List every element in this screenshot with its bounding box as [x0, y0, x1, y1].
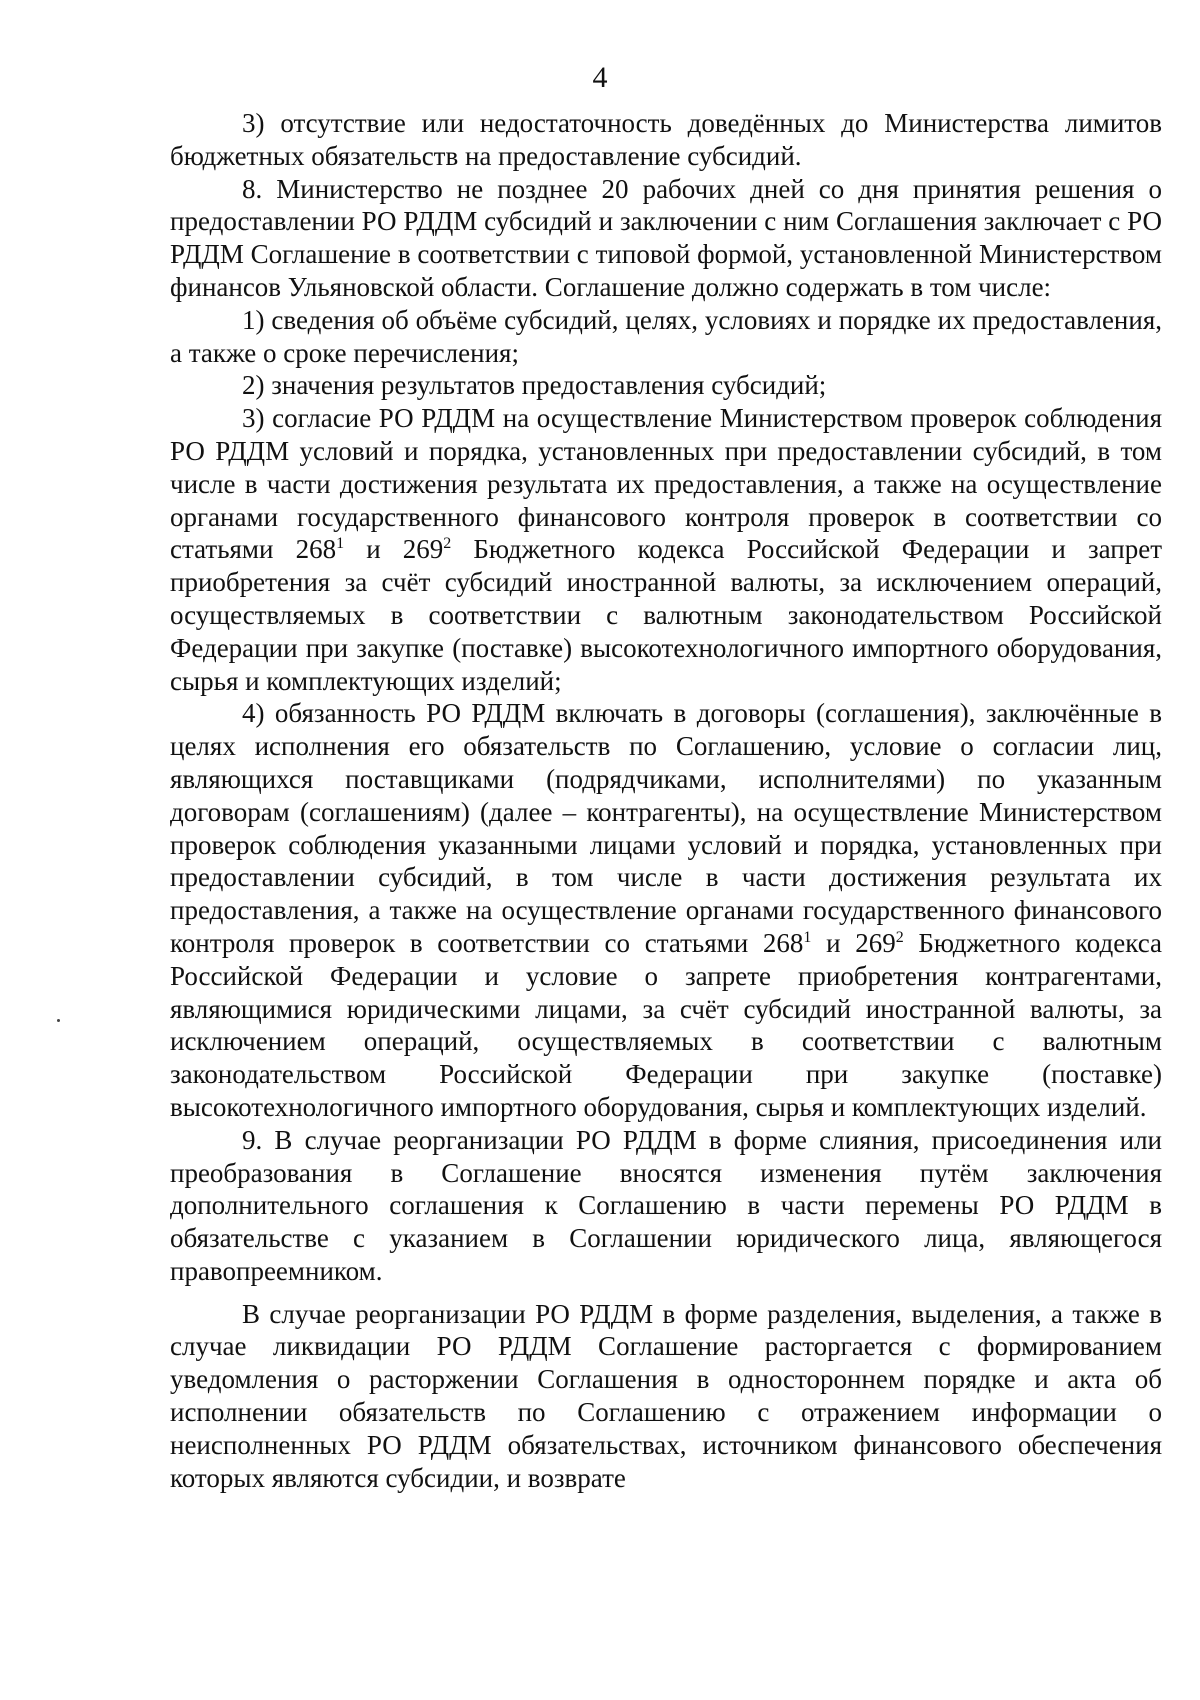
paragraph-reorganization-split: В случае реорганизации РО РДДМ в форме разделения, выделения, а также в случае ликвидации РО РДДМ Соглашение расторгается с формированием уведомления о расторжении Соглашения в одностороннем порядке и акта об исполнении обязательств по Соглашению с отражением информации о неисполненных РО РДДМ обязательствах, источником финансового обеспечения которых являются субсидии, и возврате: [170, 1298, 1162, 1493]
paragraph-clause-8: 8. Министерство не позднее 20 рабочих дней со дня принятия решения о предоставлении РО РДДМ субсидий и заключении с ним Соглашения заключает с РО РДДМ Соглашение в соответствии с типовой формой, установленной Министерством финансов Ульяновской области. Соглашение должно содержать в том числе:: [170, 173, 1162, 302]
paragraph-item-3-consent: [170, 402, 1162, 697]
item-4-text-part-3: Бюджетного кодекса Российской Федерации и условие о запрете приобретения контрагентами, являющимися юридическими лицами, за счёт субсидий иностранной валюты, за исключением операций, осуществляемых в соответствии с валютным законодательством Российской Федерации при закупке (поставке) высокотехнологичного импортного оборудования, сырья и комплектующих изделий.: [170, 927, 1162, 1122]
item-4-superscript-2: 2: [895, 928, 904, 946]
page-number: 4: [592, 61, 608, 94]
paragraph-item-2-results: 2) значения результатов предоставления субсидий;: [242, 370, 827, 401]
scan-speck: [57, 1019, 60, 1022]
paragraph-clause-9-reorganization: 9. В случае реорганизации РО РДДМ в форме слияния, присоединения или преобразования в Соглашение вносятся изменения путём заключения дополнительного соглашения к Соглашению в части перемены РО РДДМ в обязательстве с указанием в Соглашении юридического лица, являющегося правопреемником.: [170, 1124, 1162, 1286]
item-3-text-part-2: и 269: [344, 534, 444, 565]
item-4-text-part-2: и 269: [811, 927, 896, 958]
item-3-text-part-1: 3) согласие РО РДДМ на осуществление Министерством проверок соблюдения РО РДДМ условий и порядка, установленных при предоставлении субсидий, в том числе в части достижения результата их предоставления, а также на осуществление органами государственного финансового контроля проверок в соответствии со статьями 268: [170, 403, 1162, 565]
paragraph-item-4-obligation: [170, 697, 1162, 1123]
item-3-superscript-2: 2: [443, 535, 452, 553]
item-4-superscript-1: 1: [803, 928, 812, 946]
item-3-text-part-3: Бюджетного кодекса Российской Федерации и запрет приобретения за счёт субсидий иностранной валюты, за исключением операций, осуществляемых в соответствии с валютным законодательством Российской Федерации при закупке (поставке) высокотехнологичного импортного оборудования, сырья и комплектующих изделий;: [170, 534, 1162, 696]
item-4-text-part-1: 4) обязанность РО РДДМ включать в договоры (соглашения), заключённые в целях исполнения его обязательств по Соглашению, условие о согласии лиц, являющихся поставщиками (подрядчиками, исполнителями) по указанным договорам (соглашениям) (далее – контрагенты), на осуществление Министерством проверок соблюдения указанными лицами условий и порядка, установленных при предоставлении субсидий, в том числе в части достижения результата их предоставления, а также на осуществление органами государственного финансового контроля проверок в соответствии со статьями 268: [170, 698, 1162, 958]
paragraph-item-1-subsidy-info: 1) сведения об объёме субсидий, целях, условиях и порядке их предоставления, а также о сроке перечисления;: [170, 304, 1162, 368]
document-body: [170, 107, 1162, 1494]
item-3-superscript-1: 1: [336, 535, 345, 553]
paragraph-limits-shortage: 3) отсутствие или недостаточность доведённых до Министерства лимитов бюджетных обязательств на предоставление субсидий.: [170, 108, 1162, 171]
